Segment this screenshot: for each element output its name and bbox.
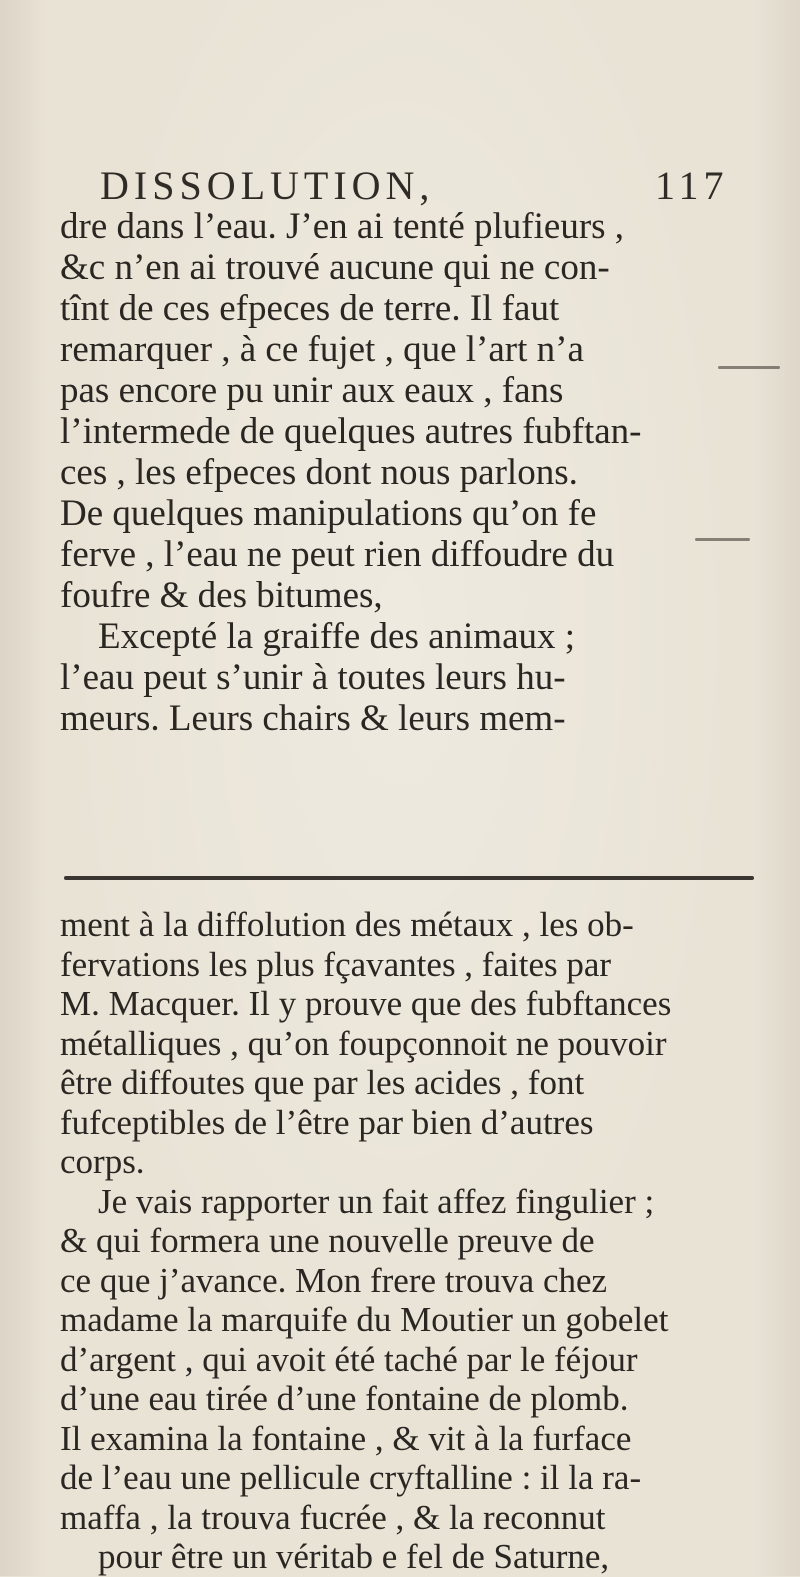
- text-line: l’eau peut s’unir à toutes leurs hu-: [60, 657, 566, 698]
- running-header: [100, 162, 740, 212]
- text-line: métalliques , qu’on foupçonnoit ne pouvoir: [60, 1023, 667, 1063]
- page-number: 117: [655, 163, 729, 208]
- text-line: Je vais rapporter un fait affez fingulier ;: [98, 1181, 655, 1221]
- text-line: meurs. Leurs chairs & leurs mem-: [60, 698, 566, 739]
- text-line: &c n’en ai trouvé aucune qui ne con-: [60, 247, 610, 288]
- text-line: être diffoutes que par les acides , font: [60, 1063, 585, 1102]
- text-line: remarquer , à ce fujet , que l’art n’a: [60, 329, 584, 370]
- text-line: ment à la diffolution des métaux , les ob-: [60, 905, 634, 944]
- text-line: fufceptibles de l’être par bien d’autres: [60, 1102, 594, 1142]
- text-line: d’argent , qui avoit été taché par le féjour: [60, 1339, 638, 1379]
- text-line: ferve , l’eau ne peut rien diffoudre du: [60, 534, 615, 575]
- text-line: ce que j’avance. Mon frere trouva chez: [60, 1260, 608, 1300]
- margin-pen-mark: [718, 366, 780, 369]
- text-line: M. Macquer. Il y prouve que des fubftances: [60, 984, 672, 1023]
- lower-text-block: [60, 905, 750, 1577]
- text-line: dre dans l’eau. J’en ai tenté plufieurs ,: [60, 206, 625, 247]
- text-line: Il examina la fontaine , & vit à la furface: [60, 1418, 632, 1458]
- text-line: madame la marquife du Moutier un gobelet: [60, 1300, 669, 1339]
- text-line: pour être un véritab e fel de Saturne,: [98, 1537, 610, 1576]
- text-line: pas encore pu unir aux eaux , fans: [60, 370, 564, 411]
- upper-text-block: [60, 206, 750, 739]
- text-line: De quelques manipulations qu’on fe: [60, 493, 597, 534]
- text-line: corps.: [60, 1142, 145, 1181]
- section-divider: [64, 876, 754, 880]
- margin-pen-mark: [695, 538, 750, 541]
- text-line: foufre & des bitumes,: [60, 575, 383, 616]
- text-line: d’une eau tirée d’une fontaine de plomb.: [60, 1379, 629, 1418]
- text-line: maffa , la trouva fucrée , & la reconnut: [60, 1497, 606, 1537]
- text-line: tînt de ces efpeces de terre. Il faut: [60, 288, 560, 329]
- chapter-title: DISSOLUTION,: [100, 163, 435, 208]
- text-line: fervations les plus fçavantes , faites par: [60, 944, 612, 984]
- text-line: ces , les efpeces dont nous parlons.: [60, 452, 578, 493]
- text-line: de l’eau une pellicule cryftalline : il la ra-: [60, 1458, 642, 1497]
- text-line: Excepté la graiffe des animaux ;: [98, 616, 576, 657]
- text-line: l’intermede de quelques autres fubftan-: [60, 411, 642, 452]
- text-line: & qui formera une nouvelle preuve de: [60, 1221, 595, 1260]
